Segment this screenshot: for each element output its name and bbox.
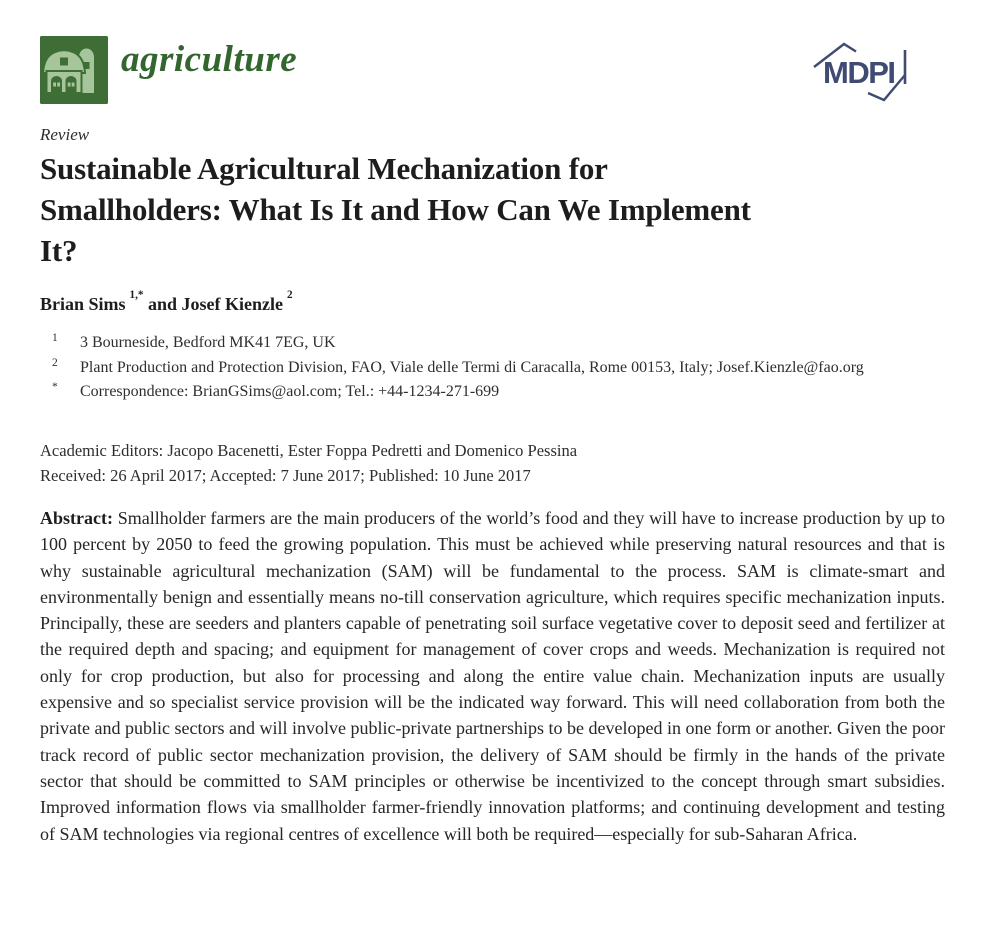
page-title: Sustainable Agricultural Mechanization for Smallholders: What Is It and How Can We Implement It? <box>40 151 751 268</box>
affiliation-text: 3 Bourneside, Bedford MK41 7EG, UK <box>80 334 336 351</box>
article-type-label: Review <box>40 125 90 144</box>
affiliation-marker: 2 <box>52 356 58 369</box>
journal-name: agriculture <box>121 39 298 80</box>
affiliation-text: Correspondence: BrianGSims@aol.com; Tel.: +44-1234-271-699 <box>80 383 500 401</box>
authors-connector: and <box>143 294 182 314</box>
author-name: Josef Kienzle <box>181 294 283 314</box>
author-affiliation-marker: 2 <box>287 288 293 301</box>
mdpi-wordmark: MDPI <box>823 55 895 90</box>
author-name: Brian Sims <box>40 294 126 314</box>
mdpi-logo <box>810 40 914 104</box>
affiliation-item <box>40 380 905 405</box>
affiliation-item <box>40 356 905 381</box>
abstract-label: Abstract: <box>40 508 113 528</box>
affiliations-list <box>40 331 905 405</box>
academic-editors-line: Academic Editors: Jacopo Bacenetti, Ester Foppa Pedretti and Domenico Pessina <box>40 441 578 460</box>
barn-icon <box>40 36 108 104</box>
affiliation-marker: * <box>52 381 58 394</box>
affiliation-marker: 1 <box>52 332 58 344</box>
affiliation-item <box>40 331 905 356</box>
editorial-info <box>40 439 577 488</box>
mdpi-hexagon-icon <box>810 40 914 104</box>
authors-line <box>40 288 293 315</box>
dates-line: Received: 26 April 2017; Accepted: 7 June 2017; Published: 10 June 2017 <box>40 465 531 485</box>
author-affiliation-marker: 1,* <box>129 288 144 301</box>
agriculture-journal-logo <box>40 36 108 104</box>
affiliation-text: Plant Production and Protection Division, FAO, Viale delle Termi di Caracalla, Rome 00153, Italy; Josef.Kienzle@fao.org <box>80 358 864 376</box>
abstract-text: Smallholder farmers are the main producers of the world’s food and they will have to increase production by up to 100 percent by 2050 to feed the growing population. This must be achieved while preserving natural resources and that is why sustainable agricultural mechanization (SAM) will be fundamental to the process. SAM is climate-smart and environmentally benign and essentially means no-till conservation agriculture, which requires specific mechanization inputs. Principally, these are seeders and planters capable of penetrating soil surface vegetative cover to deposit seed and fertilizer at the required depth and spacing; and equipment for management of cover crops and weeds. Mechanization is required not only for crop production, but also for processing and along the entire value chain. Mechanization inputs are usually expensive and so specialist service provision will be the indicated way forward. This will need collaboration from both the private and public sectors and will involve public-private partnerships to be developed in one form or another. Given the poor track record of public sector mechanization provision, the delivery of SAM should be firmly in the hands of the private sector that should be committed to SAM principles or otherwise be incentivized to the concept through smart subsidies. Improved information flows via smallholder farmer-friendly innovation platforms; and continuing development and testing of SAM technologies via regional centres of excellence will both be required—especially for sub-Saharan Africa. <box>40 508 946 844</box>
abstract-paragraph <box>40 505 945 847</box>
